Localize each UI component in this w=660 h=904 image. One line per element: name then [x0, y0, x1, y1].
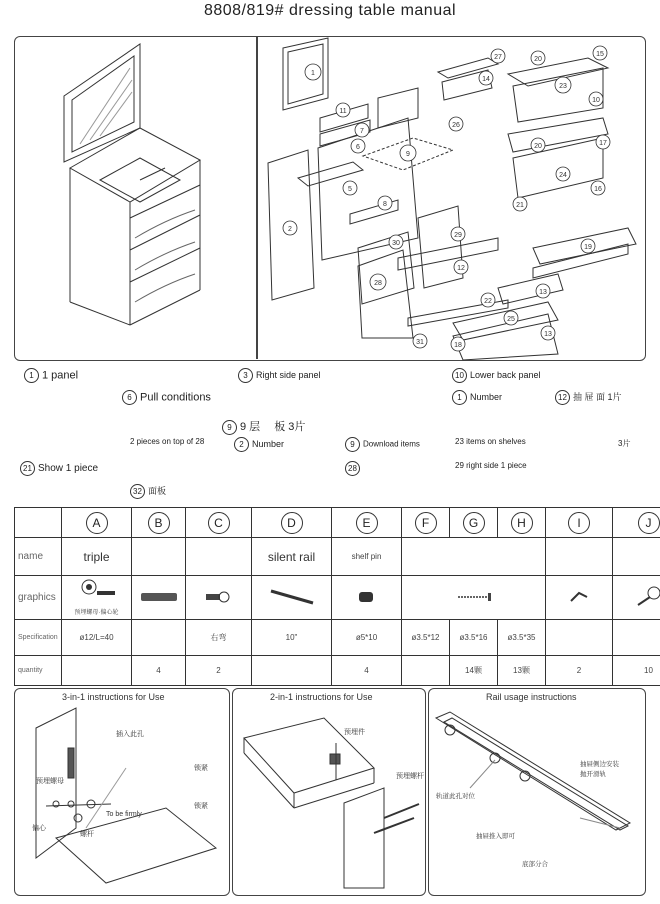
label-6: 6 — [356, 144, 360, 151]
qty-E: 4 — [332, 656, 402, 686]
label-embedded-part: 预埋件 — [344, 729, 365, 736]
col-C: C — [186, 508, 252, 538]
parts-item-shelf: 9 9 层 板 3片 — [222, 418, 305, 435]
hardware-table — [14, 507, 660, 686]
col-I: I — [546, 508, 613, 538]
parts-item-number-1: 1 Number — [452, 390, 502, 405]
exploded-view-illustration — [258, 38, 642, 358]
label-11: 11 — [339, 108, 347, 115]
graphic-D — [252, 576, 332, 620]
bracket-icon — [567, 587, 591, 607]
label-13: 13 — [539, 289, 547, 296]
name-E: shelf pin — [332, 538, 402, 576]
label-23: 23 — [559, 83, 567, 90]
label-30: 30 — [392, 240, 400, 247]
col-D: D — [252, 508, 332, 538]
name-I — [546, 538, 613, 576]
rail-instructions-illustration — [430, 708, 642, 892]
label-18: 18 — [454, 342, 462, 349]
left-text-lock1: 锁紧 — [194, 765, 208, 772]
label-24: 24 — [559, 172, 567, 179]
spec-J — [613, 620, 660, 656]
graphic-J — [613, 576, 660, 620]
page-title: 8808/819# dressing table manual — [203, 2, 457, 19]
instructions-3in1-illustration — [16, 708, 226, 892]
rail-instructions-title: Rail usage instructions — [486, 692, 577, 702]
name-FGH — [402, 538, 546, 576]
graphic-FGH — [402, 576, 546, 620]
parts-item-29: 29 right side 1 piece — [455, 461, 527, 470]
label-9: 9 — [406, 151, 410, 158]
label-8: 8 — [383, 201, 387, 208]
label-screw-rod: 螺杆 — [80, 831, 94, 838]
header-corner — [15, 508, 62, 538]
label-embedded-nut: 预埋螺母 — [36, 778, 64, 785]
col-E: E — [332, 508, 402, 538]
instructions-2in1-title: 2-in-1 instructions for Use — [270, 692, 373, 702]
parts-item-28: 28 — [345, 461, 363, 476]
instructions-2in1-illustration — [234, 708, 422, 892]
name-D: silent rail — [252, 538, 332, 576]
left-text-insert: 插入此孔 — [116, 731, 144, 738]
instructions-3in1-title: 3-in-1 instructions for Use — [62, 692, 165, 702]
parts-item-23: 23 items on shelves — [455, 437, 526, 446]
parts-item-drawer-front: 12 抽 屉 面 1片 — [555, 390, 622, 405]
screw-icon — [454, 590, 494, 604]
label-12: 12 — [457, 265, 465, 272]
row-head-spec: Specification — [15, 620, 62, 656]
label-eccentric: 偏心 — [32, 825, 46, 832]
rail-label-push: 抽屉推入即可 — [476, 833, 515, 840]
label-1: 1 — [311, 70, 315, 77]
qty-C: 2 — [186, 656, 252, 686]
qty-F — [402, 656, 450, 686]
label-19: 19 — [584, 244, 592, 251]
parts-item-pull: 6 Pull conditions — [122, 390, 211, 405]
graphic-I — [546, 576, 613, 620]
col-B: B — [132, 508, 186, 538]
qty-G: 14颗 — [450, 656, 498, 686]
qty-J: 10 — [613, 656, 660, 686]
left-text-firm: To be firmly — [106, 811, 142, 818]
parts-item-3pcs: 3片 — [618, 439, 631, 448]
col-J: J — [613, 508, 660, 538]
shelf-pin-icon — [355, 587, 379, 607]
dowel-icon — [139, 590, 179, 604]
qty-A — [62, 656, 132, 686]
parts-item-21: 21 Show 1 piece — [20, 461, 98, 476]
name-A: triple — [62, 538, 132, 576]
row-head-qty: quantity — [15, 656, 62, 686]
label-10: 10 — [592, 97, 600, 104]
cam-lock-icon — [77, 579, 117, 605]
rail-label-align: 轨道此孔对位 — [436, 793, 475, 800]
label-2: 2 — [288, 226, 292, 233]
rail-label-open: 抛开滑轨 — [580, 771, 606, 778]
name-C — [186, 538, 252, 576]
label-14: 14 — [482, 76, 490, 83]
graphic-B — [132, 576, 186, 620]
qty-H: 13颗 — [498, 656, 546, 686]
handle-screw-icon — [634, 585, 660, 609]
rail-label-side: 抽屉侧边安装 — [580, 761, 619, 768]
label-7: 7 — [360, 128, 364, 135]
label-21: 21 — [516, 202, 524, 209]
label-17: 17 — [599, 140, 607, 147]
col-H: H — [498, 508, 546, 538]
spec-I — [546, 620, 613, 656]
hinge-icon — [204, 588, 234, 606]
parts-item-number-2: 2 Number — [234, 437, 284, 452]
label-13b: 13 — [544, 331, 552, 338]
spec-B — [132, 620, 186, 656]
parts-item-32: 32 面板 — [130, 484, 166, 499]
parts-item-download: 9 Download items — [345, 437, 420, 452]
cam-lock-caption: 预埋螺母·偏心轮 — [74, 610, 119, 616]
parts-item-12: 2 pieces on top of 28 — [130, 437, 205, 446]
label-25: 25 — [507, 316, 515, 323]
label-29: 29 — [454, 232, 462, 239]
spec-D: 10" — [252, 620, 332, 656]
spec-G: ø3.5*16 — [450, 620, 498, 656]
parts-item-lower-back: 10 Lower back panel — [452, 368, 541, 383]
label-16: 16 — [594, 186, 602, 193]
spec-H: ø3.5*35 — [498, 620, 546, 656]
rail-icon — [267, 587, 317, 607]
label-5: 5 — [348, 186, 352, 193]
spec-F: ø3.5*12 — [402, 620, 450, 656]
label-embedded-rod: 预埋螺杆 — [396, 773, 424, 780]
label-20b: 20 — [534, 143, 542, 150]
spec-C: 右弯 — [186, 620, 252, 656]
row-head-graphics: graphics — [15, 576, 62, 620]
qty-D — [252, 656, 332, 686]
spec-A: ø12/L=40 — [62, 620, 132, 656]
label-15: 15 — [596, 51, 604, 58]
qty-B: 4 — [132, 656, 186, 686]
label-31: 31 — [416, 339, 424, 346]
graphic-A — [62, 576, 132, 620]
label-22: 22 — [484, 298, 492, 305]
graphic-C — [186, 576, 252, 620]
left-text-lock2: 锁紧 — [194, 803, 208, 810]
row-head-name: name — [15, 538, 62, 576]
assembled-dresser-illustration — [60, 40, 250, 330]
col-A: A — [62, 508, 132, 538]
rail-label-bottom: 底部分合 — [522, 861, 548, 868]
label-28: 28 — [374, 280, 382, 287]
graphic-E — [332, 576, 402, 620]
label-27: 27 — [494, 54, 502, 61]
label-20: 20 — [534, 56, 542, 63]
qty-I: 2 — [546, 656, 613, 686]
parts-item-right-side: 3 Right side panel — [238, 368, 321, 383]
col-F: F — [402, 508, 450, 538]
spec-E: ø5*10 — [332, 620, 402, 656]
name-B — [132, 538, 186, 576]
col-G: G — [450, 508, 498, 538]
parts-item-1: 1 1 panel — [24, 368, 78, 383]
label-26: 26 — [452, 122, 460, 129]
name-J — [613, 538, 660, 576]
